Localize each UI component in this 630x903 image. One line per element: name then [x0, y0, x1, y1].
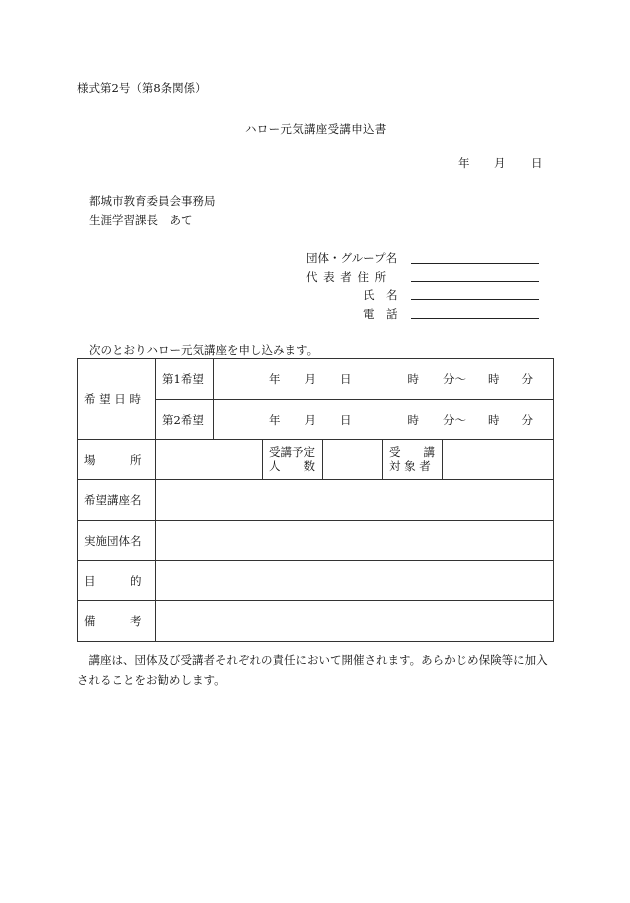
- place-field[interactable]: [156, 440, 263, 480]
- group-name-label: 団体・グループ名: [306, 251, 398, 265]
- footer-note: 講座は、団体及び受講者それぞれの責任において開催されます。あらかじめ保険等に加入されることをお勧めします。: [77, 653, 548, 687]
- form-number: 様式第2号（第8条関係）: [77, 81, 207, 95]
- course-name-row: [78, 480, 554, 521]
- phone-label: 電 話: [363, 307, 398, 321]
- application-table: [77, 358, 554, 642]
- purpose-field[interactable]: [156, 561, 554, 601]
- place-row: [78, 440, 554, 480]
- expected-attendees-label: 受講予定 人 数: [263, 440, 323, 480]
- remarks-row: [78, 601, 554, 642]
- target-audience-label: 受 講 対 象 者: [383, 440, 443, 480]
- organizer-field[interactable]: [156, 521, 554, 561]
- first-choice-datetime[interactable]: 年 月 日 時 分～ 時 分: [214, 359, 554, 400]
- rep-address-label: 代 表 者 住 所: [306, 270, 388, 284]
- date-month: 月: [494, 156, 506, 170]
- organizer-label: 実施団体名: [78, 521, 156, 561]
- target-audience-field[interactable]: [443, 440, 554, 480]
- rep-address-field[interactable]: [411, 281, 539, 282]
- recipient-line2: 生涯学習課長 あて: [89, 213, 193, 227]
- date-day: 日: [531, 156, 543, 170]
- purpose-row: [78, 561, 554, 601]
- first-choice-row: [78, 359, 554, 400]
- intro-text: 次のとおりハロー元気講座を申し込みます。: [89, 343, 319, 357]
- phone-field[interactable]: [411, 318, 539, 319]
- form-title: ハロー元気講座受講申込書: [245, 122, 387, 136]
- desired-datetime-label: 希 望 日 時: [78, 359, 156, 440]
- remarks-label: 備 考: [78, 601, 156, 642]
- first-choice-label: 第1希望: [156, 359, 214, 400]
- course-name-field[interactable]: [156, 480, 554, 521]
- course-name-label: 希望講座名: [78, 480, 156, 521]
- expected-attendees-field[interactable]: [323, 440, 383, 480]
- purpose-label: 目 的: [78, 561, 156, 601]
- place-label: 場 所: [78, 440, 156, 480]
- organizer-row: [78, 521, 554, 561]
- recipient-line1: 都城市教育委員会事務局: [89, 194, 216, 208]
- date-year: 年: [458, 156, 470, 170]
- second-choice-datetime[interactable]: 年 月 日 時 分～ 時 分: [214, 400, 554, 440]
- remarks-field[interactable]: [156, 601, 554, 642]
- name-label: 氏 名: [363, 288, 398, 302]
- group-name-field[interactable]: [411, 263, 539, 264]
- name-field[interactable]: [411, 299, 539, 300]
- second-choice-label: 第2希望: [156, 400, 214, 440]
